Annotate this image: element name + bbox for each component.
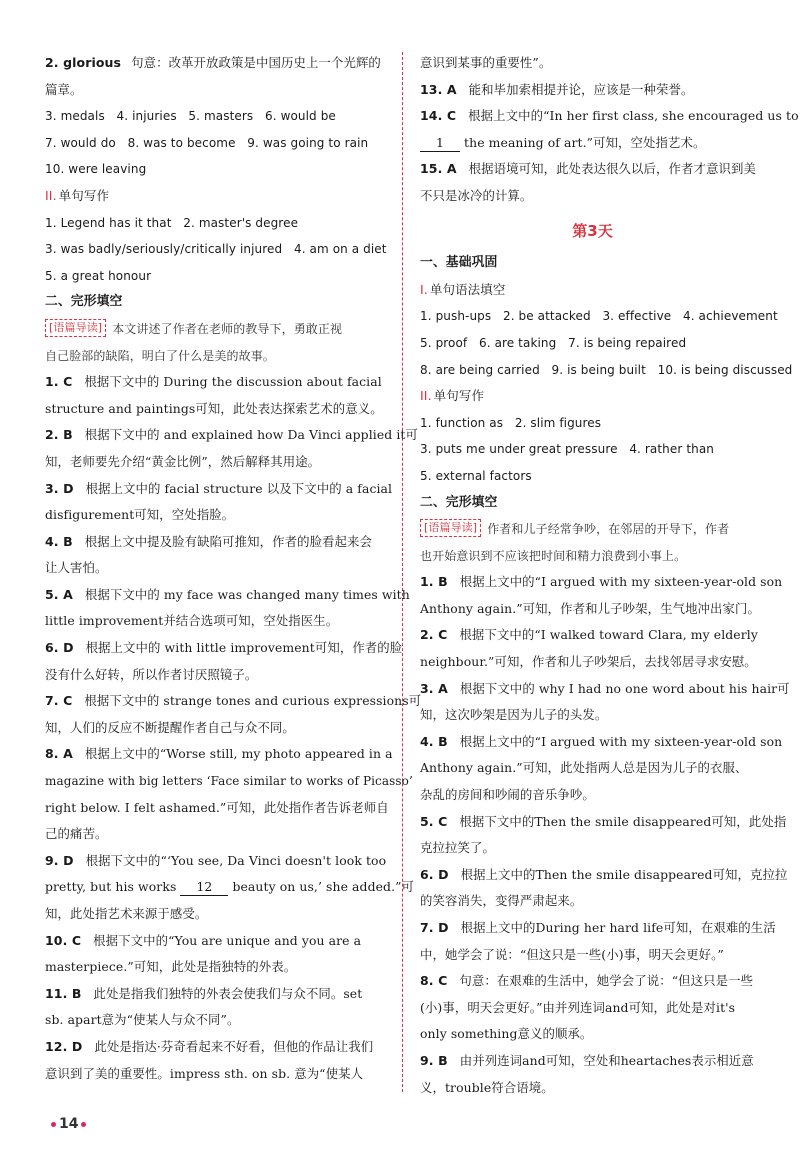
answer-item: 2. B 根据下文中的 and explained how Da Vinci applied it可 (45, 427, 418, 443)
answer-item: 5. A 根据下文中的 my face was changed many times with (45, 586, 410, 602)
answer-line: 2. glorious 句意：改革开放政策是中国历史上一个光辉的 (45, 55, 381, 70)
answer-item: 8. C 句意：在艰难的生活中，她学会了说：“但这只是一些 (420, 973, 754, 989)
column-divider (402, 52, 403, 1092)
answer-line: 7. would do 8. was to become 9. was going to rain (45, 135, 369, 150)
answer-item: 10. C 根据下文中的“You are unique and you are a (45, 932, 362, 948)
answer-item: 1. B 根据上文中的“I argued with my sixteen-year-old son (420, 574, 783, 590)
answer-item: 2. C 根据下文中的“I walked toward Clara, my elderly (420, 627, 758, 643)
answer-line: 5. a great honour (45, 268, 152, 283)
dot-icon (51, 1122, 56, 1127)
answer-line: 3. medals 4. injuries 5. masters 6. would be (45, 109, 336, 124)
guide-badge: [语篇导读] (420, 519, 481, 537)
reading-guide: [语篇导读] 本文讲述了作者在老师的教导下，勇敢正视 (45, 316, 390, 343)
answer-line: 1. function as 2. slim figures (420, 415, 602, 430)
answer-item: 1. C 根据下文中的 During the discussion about facial (45, 374, 382, 390)
answer-item: 3. A 根据下文中的 why I had no one word about his hair可 (420, 680, 790, 696)
answer-line: 3. puts me under great pressure 4. rather than (420, 442, 714, 457)
answer-line: 3. was badly/seriously/critically injured 4. am on a diet (45, 242, 387, 257)
answer-item: 6. D 根据上文中的 with little improvement可知，作者的脸 (45, 640, 403, 656)
answer-item: 8. A 根据上文中的“Worse still, my photo appeared in a (45, 746, 393, 762)
answer-line: 10. were leaving (45, 162, 147, 177)
section-heading: II. 单句写作 (420, 388, 485, 404)
answer-item: 14. C 根据上文中的“In her first class, she encouraged us to (420, 108, 799, 124)
answer-item: 13. A 能和毕加索相提并论，应该是一种荣誉。 (420, 81, 694, 97)
left-column: 2. glorious 句意：改革开放政策是中国历史上一个光辉的 篇章。 3. medals 4. injuries 5. masters 6. would be 7. would do 8. was to become 9. was going to rain 10. were leaving II. 单句写作 1. Legend has it that 2. master's degree 3. was badly/seriously/critically injured 4. am on a diet 5. a great honour 二、完形填空 [语篇导读] 本文讲述了作者在老师的教导下，勇敢正视 自己脸部的缺陷，明白了什么是美的故事。 1. C 根据下文中的 During the discussion about facial structure and paintings可知，此处表达探索艺术的意义。 2. B 根据下文中的 and explained how Da Vinci applied it可 知，老师要先介绍“黄金比例”，然后解释其用途。 3. D 根据上文中的 facial structure 以及下文中的 a facial disfigurement可知，空处指脸。 4. B 根据上文中提及脸有缺陷可推知，作者的脸看起来会 让人害怕。 5. A 根据下文中的 my face was changed many times with little improvement并结合选项可知，空处指医生。 6. D 根据上文中的 with little improvement可知，作者的脸 没有什么好转，所以作者讨厌照镜子。 7. C 根据下文中的 strange tones and curious expressions可 知，人们的反应不断提醒作者自己与众不同。 8. A 根据上文中的“Worse still, my photo appeared in a magazine with big letters ‘Face similar to works of Picasso’ right below. I felt ashamed.”可知，此处指作者告诉老师自 己的痛苦。 9. D 根据下文中的“‘You see, Da Vinci doesn't look too pretty, but his works 12 beauty on us,’ she added.”可 知，此处指艺术来源于感受。 10. C 根据下文中的“You are unique and you are a masterpiece.”可知，此处是指独特的外表。 11. B 此处是指我们独特的外表会使我们与众不同。set sb. apart意为“使某人与众不同”。 12. D 此处是指达·芬奇看起来不好看，但他的作品让我们 意识到了美的重要性。impress sth. on sb. 意为“使某人 (45, 50, 390, 1087)
answer-item: 15. A 根据语境可知，此处表达很久以后，作者才意识到美 (420, 161, 756, 177)
answer-item: 6. D 根据上文中的Then the smile disappeared可知，克拉拉 (420, 866, 788, 882)
answer-item: 12. D 此处是指达·芬奇看起来不好看，但他的作品让我们 (45, 1038, 374, 1054)
day-title: 第3天 (572, 221, 613, 240)
answer-item: 5. C 根据下文中的Then the smile disappeared可知，此处指 (420, 813, 787, 829)
right-column: 意识到某事的重要性”。 13. A 能和毕加索相提并论，应该是一种荣誉。 14. C 根据上文中的“In her first class, she encouraged us to 1 the meaning of art.”可知，空处指艺术。 15. A 根据语境可知，此处表达很久以后，作者才意识到美 不只是冰冷的计算。 第3天 一、基础巩固 I. 单句语法填空 1. push-ups 2. be attacked 3. effective 4. achievement 5. proof 6. are taking 7. is being repaired 8. are being carried 9. is being built 10. is being discussed II. 单句写作 1. function as 2. slim figures 3. puts me under great pressure 4. rather than 5. external factors 二、完形填空 [语篇导读] 作者和儿子经常争吵，在邻居的开导下，作者 也开始意识到不应该把时间和精力浪费到小事上。 1. B 根据上文中的“I argued with my sixteen-year-old son Anthony again.”可知，作者和儿子吵架，生气地冲出家门。 2. C 根据下文中的“I walked toward Clara, my elderly neighbour.”可知，作者和儿子吵架后，去找邻居寻求安慰。 3. A 根据下文中的 why I had no one word about his hair可 知，这次吵架是因为儿子的头发。 4. B 根据上文中的“I argued with my sixteen-year-old son Anthony again.”可知，此处指两人总是因为儿子的衣服、 杂乱的房间和吵闹的音乐争吵。 5. C 根据下文中的Then the smile disappeared可知，此处指 克拉拉笑了。 6. D 根据上文中的Then the smile disappeared可知，克拉拉 的笑容消失，变得严肃起来。 7. D 根据上文中的During her hard life可知，在艰难的生活 中，她学会了说：“但这只是一些(小)事，明天会更好。” 8. C 句意：在艰难的生活中，她学会了说：“但这只是一些 (小)事，明天会更好。”由并列连词and可知，此处是对it's only something意义的顺承。 9. B 由并列连词and可知，空处和heartaches表示相近意 义，trouble符合语境。 (420, 55, 799, 1095)
answer-line: 1. push-ups 2. be attacked 3. effective 4. achievement (420, 309, 778, 324)
page-number: 14 (48, 1116, 89, 1132)
guide-badge: [语篇导读] (45, 319, 106, 337)
dot-icon (81, 1122, 86, 1127)
reading-guide: 也开始意识到不应该把时间和精力浪费到小事上。 (420, 548, 687, 563)
answer-item: 7. D 根据上文中的During her hard life可知，在艰难的生活 (420, 920, 776, 935)
section-title: 二、完形填空 (45, 294, 123, 310)
answer-line: 5. external factors (420, 468, 532, 483)
reading-guide: [语篇导读] 作者和儿子经常争吵，在邻居的开导下，作者 (420, 516, 765, 543)
answer-item: 4. B 根据上文中提及脸有缺陷可推知，作者的脸看起来会 (45, 533, 373, 549)
answer-item: 11. B 此处是指我们独特的外表会使我们与众不同。set (45, 985, 363, 1001)
answer-item: 7. C 根据下文中的 strange tones and curious expressions可 (45, 693, 422, 709)
answer-line: 8. are being carried 9. is being built 10. is being discussed (420, 362, 793, 377)
answer-line: 篇章。 (45, 81, 83, 97)
answer-line: 5. proof 6. are taking 7. is being repaired (420, 335, 687, 350)
answer-item: 4. B 根据上文中的“I argued with my sixteen-year-old son (420, 733, 783, 749)
answer-item: 9. B 由并列连词and可知，空处和heartaches表示相近意 (420, 1052, 754, 1068)
answer-item: 3. D 根据上文中的 facial structure 以及下文中的 a facial (45, 480, 393, 496)
answer-blank: 12 (180, 879, 228, 896)
section-heading: II. 单句写作 (45, 187, 110, 203)
reading-guide: 自己脸部的缺陷，明白了什么是美的故事。 (45, 348, 275, 363)
section-title: 一、基础巩固 (420, 255, 498, 271)
section-heading: I. 单句语法填空 (420, 281, 506, 297)
answer-line: 1. Legend has it that 2. master's degree (45, 215, 299, 230)
answer-item: 9. D 根据下文中的“‘You see, Da Vinci doesn't look too (45, 852, 387, 868)
answer-blank: 1 (420, 135, 460, 152)
section-title: 二、完形填空 (420, 494, 498, 510)
